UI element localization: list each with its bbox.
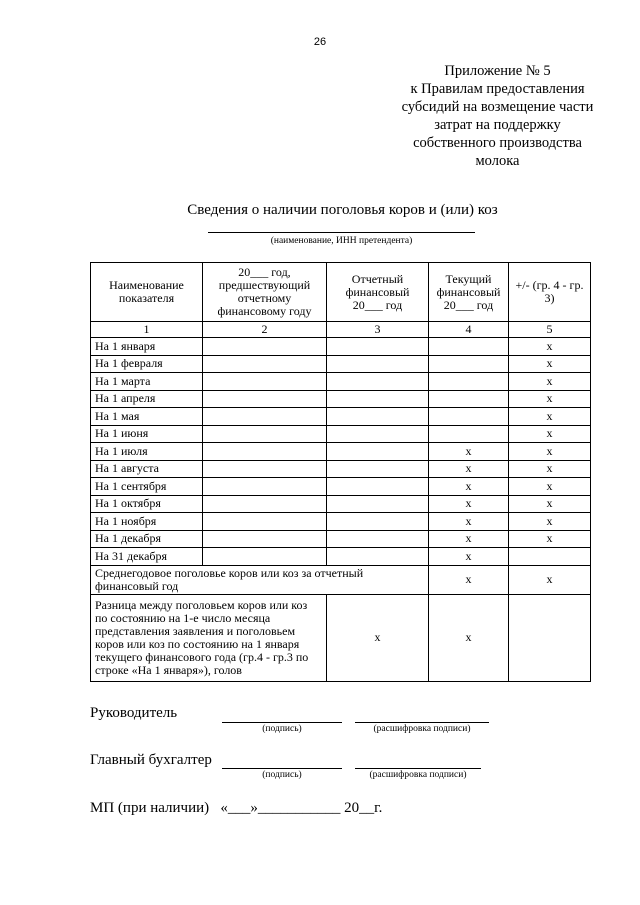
applicant-caption: (наименование, ИНН претендента)	[270, 236, 413, 246]
table-cell: x	[509, 390, 591, 408]
table-row	[91, 373, 591, 391]
row-label: На 1 октября	[91, 495, 203, 513]
decoding-caption: (расшифровка подписи)	[369, 770, 467, 780]
table-cell	[327, 548, 429, 566]
table-cell: x	[509, 408, 591, 426]
table-cell	[203, 390, 327, 408]
table-row	[91, 495, 591, 513]
table-header-row	[91, 263, 591, 322]
column-header: 20___ год, предшествующий отчетному финансовому году	[203, 263, 327, 322]
row-label: На 1 апреля	[91, 390, 203, 408]
table-cell: x	[429, 530, 509, 548]
table-cell	[203, 355, 327, 373]
table-cell	[203, 443, 327, 461]
table-cell	[203, 408, 327, 426]
table-cell: x	[327, 594, 429, 681]
page-number: 26	[313, 36, 327, 48]
table-cell: x	[429, 495, 509, 513]
table-cell: x	[429, 443, 509, 461]
table-row	[91, 460, 591, 478]
table-cell	[203, 338, 327, 356]
table-cell	[429, 373, 509, 391]
average-row	[91, 565, 591, 594]
table-cell	[429, 425, 509, 443]
table-row	[91, 478, 591, 496]
row-label: На 1 ноября	[91, 513, 203, 531]
table-cell	[327, 495, 429, 513]
column-number-row	[91, 322, 591, 338]
table-cell: x	[509, 530, 591, 548]
table-cell	[509, 594, 591, 681]
accountant-signature-line	[222, 768, 342, 769]
signature-caption: (подпись)	[262, 724, 302, 734]
table-cell: x	[509, 460, 591, 478]
table-cell	[327, 355, 429, 373]
appendix-line: собственного производства	[413, 135, 582, 151]
table-cell: x	[429, 513, 509, 531]
table-cell	[203, 530, 327, 548]
table-cell: x	[509, 338, 591, 356]
table-cell	[327, 390, 429, 408]
row-label: На 1 декабря	[91, 530, 203, 548]
appendix-line: к Правилам предоставления	[410, 81, 585, 97]
table-cell: x	[509, 495, 591, 513]
table-cell: x	[509, 443, 591, 461]
row-label: На 31 декабря	[91, 548, 203, 566]
column-number: 2	[203, 322, 327, 338]
row-label: На 1 июня	[91, 425, 203, 443]
accountant-decoding-line	[355, 768, 481, 769]
stamp-line: МП (при наличии) «___»___________ 20__г.	[90, 800, 383, 816]
column-number: 3	[327, 322, 429, 338]
table-cell: x	[509, 513, 591, 531]
accountant-label: Главный бухгалтер	[90, 752, 212, 768]
row-label: На 1 сентября	[91, 478, 203, 496]
table-cell: x	[509, 425, 591, 443]
table-cell	[327, 373, 429, 391]
appendix-line: молока	[475, 153, 520, 169]
table-row	[91, 443, 591, 461]
table-cell: x	[429, 548, 509, 566]
table-cell	[429, 355, 509, 373]
table-cell	[327, 338, 429, 356]
appendix-line: Приложение № 5	[444, 63, 551, 79]
document-title: Сведения о наличии поголовья коров и (или) коз	[187, 202, 498, 218]
decoding-caption: (расшифровка подписи)	[373, 724, 471, 734]
difference-row	[91, 594, 591, 681]
table-cell	[429, 338, 509, 356]
table-cell: x	[509, 565, 591, 594]
table-row	[91, 425, 591, 443]
table-cell: x	[429, 594, 509, 681]
table-cell	[203, 478, 327, 496]
difference-label: Разница между поголовьем коров или коз по состоянию на 1-е число месяца представления заявления и поголовьем коров или коз по состоянию на 1 января текущего финансового года (гр.4 - гр.3 по строке «На 1 января»), голов	[91, 594, 327, 681]
column-number: 5	[509, 322, 591, 338]
row-label: На 1 мая	[91, 408, 203, 426]
table-row	[91, 355, 591, 373]
table-row	[91, 530, 591, 548]
month-rows	[91, 338, 591, 566]
signature-caption: (подпись)	[262, 770, 302, 780]
table-cell	[429, 390, 509, 408]
table-cell	[327, 408, 429, 426]
table-cell	[203, 513, 327, 531]
head-decoding-line	[355, 722, 489, 723]
table-cell	[327, 513, 429, 531]
table-cell	[327, 425, 429, 443]
row-label: На 1 июля	[91, 443, 203, 461]
column-number: 1	[91, 322, 203, 338]
table-row	[91, 338, 591, 356]
table-row	[91, 548, 591, 566]
table-cell	[203, 373, 327, 391]
column-header: +/- (гр. 4 - гр. 3)	[509, 263, 591, 322]
livestock-table	[90, 262, 591, 682]
table-cell: x	[509, 373, 591, 391]
table-row	[91, 408, 591, 426]
row-label: На 1 января	[91, 338, 203, 356]
row-label: На 1 августа	[91, 460, 203, 478]
column-header: Отчетный финансовый 20___ год	[327, 263, 429, 322]
table-cell	[203, 548, 327, 566]
column-header: Текущий финансовый 20___ год	[429, 263, 509, 322]
row-label: На 1 февраля	[91, 355, 203, 373]
column-header: Наименование показателя	[91, 263, 203, 322]
average-label: Среднегодовое поголовье коров или коз за отчетный финансовый год	[91, 565, 429, 594]
table-cell	[509, 548, 591, 566]
column-number: 4	[429, 322, 509, 338]
table-cell	[203, 425, 327, 443]
table-row	[91, 390, 591, 408]
appendix-line: субсидий на возмещение части	[401, 99, 594, 115]
table-cell	[203, 460, 327, 478]
table-cell	[429, 408, 509, 426]
table-cell	[327, 478, 429, 496]
table-cell: x	[509, 355, 591, 373]
table-row	[91, 513, 591, 531]
table-cell	[327, 443, 429, 461]
row-label: На 1 марта	[91, 373, 203, 391]
head-signature-line	[222, 722, 342, 723]
table-cell: x	[429, 565, 509, 594]
appendix-line: затрат на поддержку	[434, 117, 561, 133]
table-cell: x	[429, 460, 509, 478]
table-cell: x	[429, 478, 509, 496]
applicant-name-line	[208, 232, 475, 233]
head-label: Руководитель	[90, 705, 178, 721]
table-cell: x	[509, 478, 591, 496]
table-cell	[327, 530, 429, 548]
table-cell	[327, 460, 429, 478]
table-cell	[203, 495, 327, 513]
appendix-heading	[390, 62, 605, 170]
